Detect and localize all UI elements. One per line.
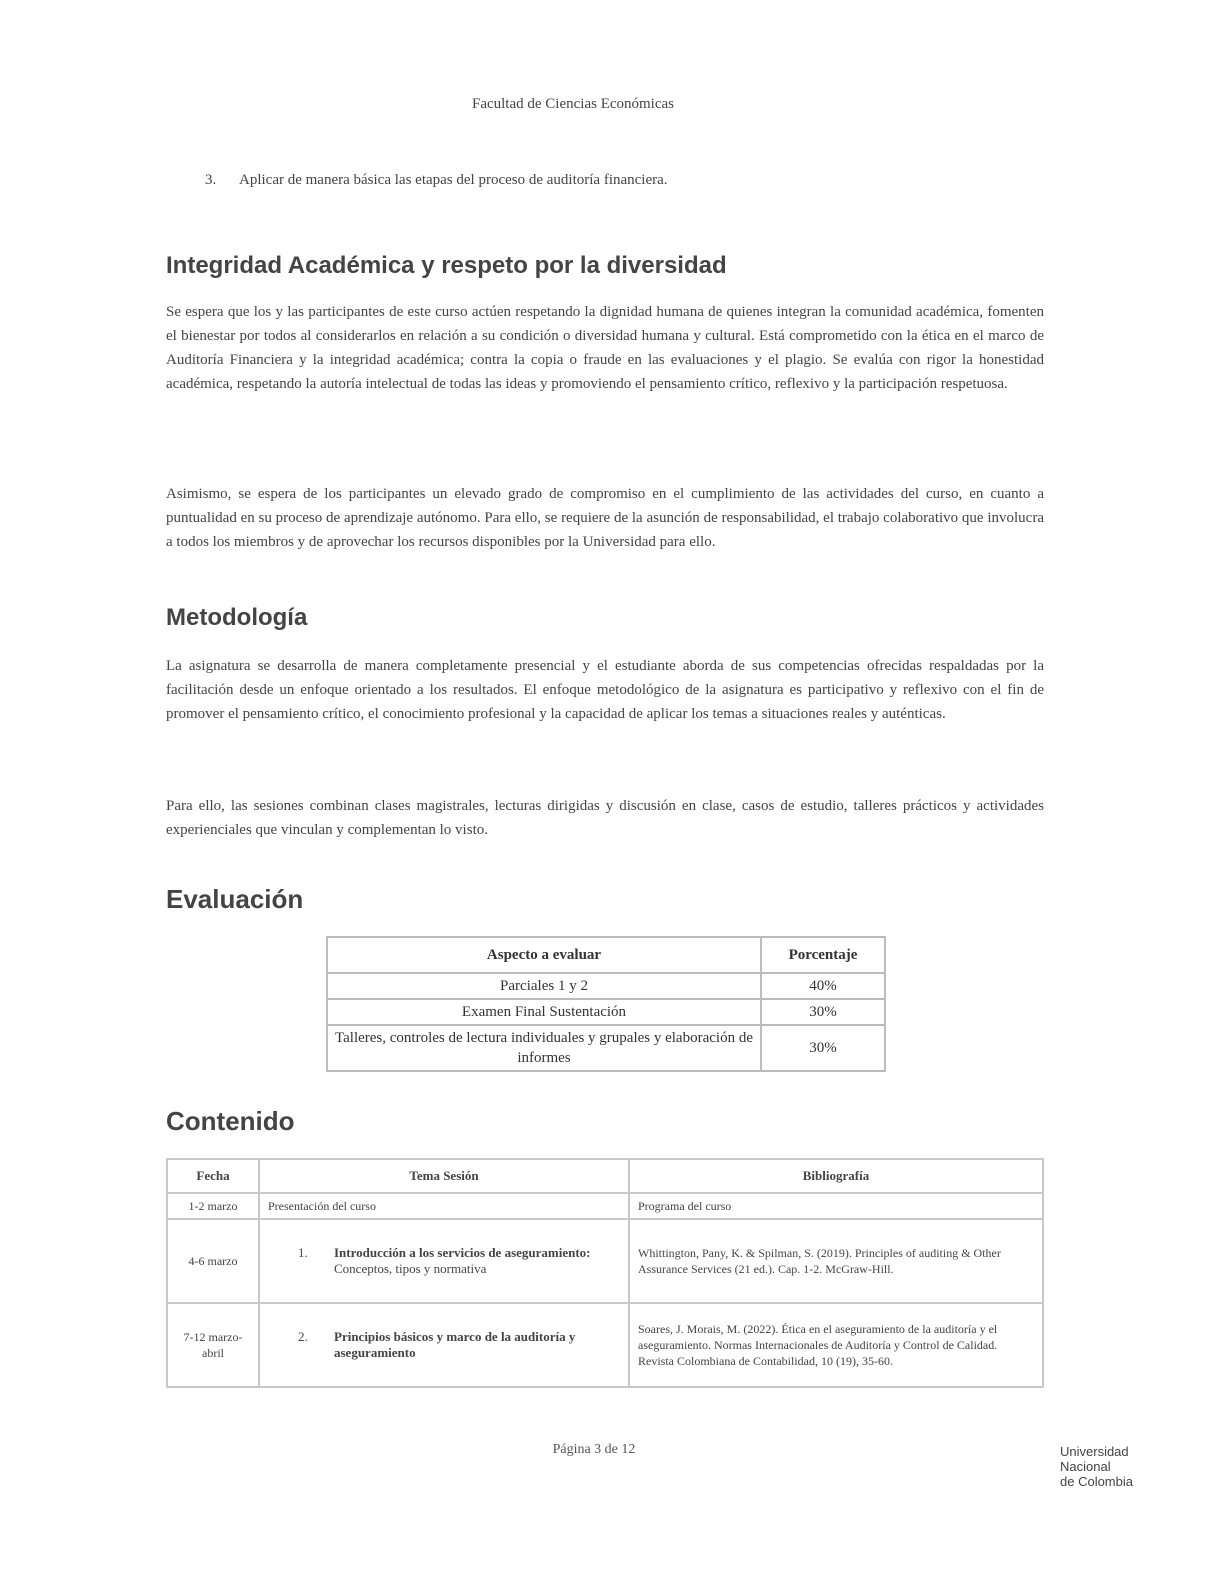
paragraph-metodologia-2: Para ello, las sesiones combinan clases magistrales, lecturas dirigidas y discusión en clase, casos de estudio, talleres prácticos y actividades experienciales que vinculan y complementan lo visto. <box>166 798 1044 838</box>
evaluation-percent: 40% <box>761 973 885 999</box>
topic-number: 1. <box>298 1245 308 1260</box>
evaluation-percent: 30% <box>761 1025 885 1071</box>
evaluation-header-percent: Porcentaje <box>761 937 885 973</box>
topic-title: Introducción a los servicios de aseguramiento: <box>334 1245 591 1260</box>
page-number: Página 3 de 12 <box>552 1442 636 1457</box>
heading-integridad: Integridad Académica y respeto por la diversidad <box>166 252 727 279</box>
evaluation-table <box>326 936 886 1072</box>
paragraph-metodologia-1: La asignatura se desarrolla de manera completamente presencial y el estudiante aborda de sus competencias ofrecidas respaldadas por la facilitación desde un enfoque orientado a los resultados. El enfoque metodológico de la asignatura es participativo y reflexivo con el fin de promover el pensamiento crítico, el conocimiento profesional y la capacidad de aplicar los temas a situaciones reales y auténticas. <box>166 658 1044 722</box>
topic-title: Principios básicos y marco de la auditoría y aseguramiento <box>334 1329 576 1360</box>
paragraph-integridad-2: Asimismo, se espera de los participantes un elevado grado de compromiso en el cumplimiento de las actividades del curso, en cuanto a puntualidad en su proceso de aprendizaje autónomo. Para ello, se requiere de la asunción de responsabilidad, el trabajo colaborativo que involucra a todos los miembros y de aprovechar los recursos disponibles por la Universidad para ello. <box>166 486 1044 550</box>
content-table <box>166 1158 1044 1388</box>
table-row <box>167 1193 1043 1219</box>
content-bibliography: Programa del curso <box>629 1193 1043 1219</box>
topic-number: 2. <box>298 1329 308 1344</box>
topic-detail: Conceptos, tipos y normativa <box>334 1261 487 1276</box>
evaluation-aspect: Examen Final Sustentación <box>327 999 761 1025</box>
evaluation-aspect: Parciales 1 y 2 <box>327 973 761 999</box>
content-date: 1-2 marzo <box>167 1193 259 1219</box>
objective-text: Aplicar de manera básica las etapas del proceso de auditoría financiera. <box>239 172 668 188</box>
content-bibliography: Soares, J. Morais, M. (2022). Ética en el aseguramiento de la auditoría y el aseguramiento. Normas Internacionales de Auditoría y Control de Calidad. Revista Colombiana de Contabilidad, 10 (19), 35-60. <box>629 1303 1043 1387</box>
logo-line: Universidad <box>1060 1444 1129 1459</box>
content-topic: Presentación del curso <box>259 1193 629 1219</box>
evaluation-header-aspect: Aspecto a evaluar <box>327 937 761 973</box>
heading-contenido: Contenido <box>166 1106 295 1136</box>
content-header-bibliography: Bibliografía <box>629 1159 1043 1193</box>
logo-line: Nacional <box>1060 1459 1111 1474</box>
table-row <box>167 1219 1043 1303</box>
heading-evaluacion: Evaluación <box>166 884 304 914</box>
table-row <box>327 999 885 1025</box>
page-header: Facultad de Ciencias Económicas <box>471 96 675 112</box>
logo-line: de Colombia <box>1060 1474 1133 1489</box>
objective-number: 3. <box>205 172 217 188</box>
table-row <box>167 1303 1043 1387</box>
content-header-topic: Tema Sesión <box>259 1159 629 1193</box>
table-row <box>327 973 885 999</box>
content-date: 4-6 marzo <box>167 1219 259 1303</box>
paragraph-integridad-1: Se espera que los y las participantes de este curso actúen respetando la dignidad humana de quienes integran la comunidad académica, fomenten el bienestar por todos al considerarlos en relación a su condición o diversidad humana y cultural. Está comprometido con la ética en el marco de Auditoría Financiera y la integridad académica; contra la copia o fraude en las evaluaciones y el plagio. Se evalúa con rigor la honestidad académica, respetando la autoría intelectual de todas las ideas y promoviendo el pensamiento crítico, reflexivo y la participación respetuosa. <box>166 304 1044 392</box>
content-bibliography: Whittington, Pany, K. & Spilman, S. (2019). Principles of auditing & Other Assurance Services (21 ed.). Cap. 1-2. McGraw-Hill. <box>629 1219 1043 1303</box>
evaluation-percent: 30% <box>761 999 885 1025</box>
heading-metodologia: Metodología <box>166 604 308 631</box>
content-topic <box>259 1303 629 1387</box>
content-header-date: Fecha <box>167 1159 259 1193</box>
objective-item <box>205 172 668 189</box>
university-logo <box>1060 1444 1170 1489</box>
content-topic <box>259 1219 629 1303</box>
table-row <box>327 1025 885 1071</box>
content-date: 7-12 marzo-abril <box>167 1303 259 1387</box>
evaluation-aspect: Talleres, controles de lectura individuales y grupales y elaboración de informes <box>327 1025 761 1071</box>
